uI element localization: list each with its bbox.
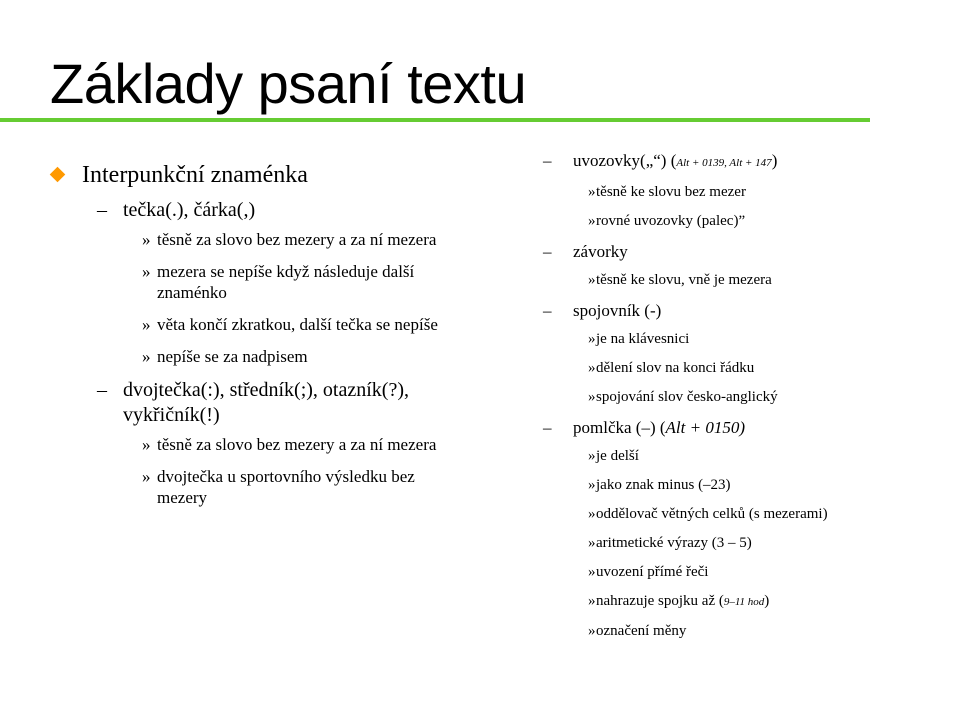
right-column	[538, 150, 948, 651]
chevron-marker: »	[588, 360, 596, 376]
subheading-label: pomlčka (–) (	[573, 418, 666, 437]
list-item-text: oddělovač větných celků (s mezerami)	[596, 506, 828, 522]
chevron-marker: »	[588, 213, 596, 229]
chevron-marker: »	[142, 435, 151, 454]
list-item-text: těsně ke slovu, vně je mezera	[596, 272, 772, 288]
chevron-marker: »	[142, 230, 151, 249]
bullet-interpunkcni-znamenka	[50, 160, 460, 190]
orange-diamond-icon	[50, 167, 66, 183]
chevron-marker: »	[588, 331, 596, 347]
list-item	[50, 434, 460, 455]
chevron-marker: »	[588, 564, 596, 580]
list-item	[50, 466, 460, 508]
list-item	[538, 622, 948, 640]
subheading-pomlcka	[538, 417, 948, 438]
subheading-spojovnik	[538, 300, 948, 321]
title-underline	[0, 118, 870, 122]
chevron-marker: »	[142, 262, 151, 281]
list-item-text: dělení slov na konci řádku	[596, 360, 755, 376]
subheading-label: tečka(.), čárka(,)	[123, 199, 256, 221]
list-item	[538, 534, 948, 552]
dash-marker: –	[97, 199, 107, 221]
subheading-label: spojovník (-)	[573, 301, 662, 320]
list-item-text: jako znak minus (–23)	[596, 477, 731, 493]
list-item-text: označení měny	[596, 623, 687, 639]
subheading-tecka-carka	[50, 198, 460, 223]
list-item-text: je delší	[596, 448, 639, 464]
subheading-label: závorky	[573, 242, 628, 261]
chevron-marker: »	[588, 272, 596, 288]
list-item	[538, 505, 948, 523]
list-item	[538, 271, 948, 289]
list-item-text: spojování slov česko-anglický	[596, 389, 778, 405]
list-item-text: těsně za slovo bez mezery a za ní mezera	[157, 230, 437, 249]
list-item	[538, 563, 948, 581]
chevron-marker: »	[588, 389, 596, 405]
list-item	[538, 592, 948, 611]
dash-marker: –	[97, 379, 107, 401]
list-item	[538, 447, 948, 465]
list-item	[538, 476, 948, 494]
subheading-uvozovky	[538, 150, 948, 174]
chevron-marker: »	[588, 535, 596, 551]
list-item	[538, 330, 948, 348]
subheading-label-end: )	[739, 418, 746, 437]
list-item	[50, 346, 460, 367]
list-item-text: rovné uvozovky (palec)”	[596, 213, 746, 229]
dash-marker: –	[543, 301, 552, 320]
subheading-dvojtecka	[50, 378, 460, 428]
subheading-label-end: )	[771, 151, 778, 170]
list-item-text: nahrazuje spojku až (	[596, 593, 724, 609]
chevron-marker: »	[588, 623, 596, 639]
chevron-marker: »	[142, 347, 151, 366]
list-item-text: dvojtečka u sportovního výsledku bez mezery	[157, 467, 415, 507]
shortcut-hint: Alt + 0139, Alt + 147	[676, 157, 772, 169]
dash-marker: –	[543, 151, 552, 170]
chevron-marker: »	[588, 593, 596, 609]
shortcut-hint: Alt + 0150	[665, 418, 740, 437]
dash-marker: –	[543, 418, 552, 437]
dash-marker: –	[543, 242, 552, 261]
chevron-marker: »	[142, 467, 151, 486]
chevron-marker: »	[588, 448, 596, 464]
list-item	[50, 314, 460, 335]
list-item	[538, 183, 948, 201]
list-item-text: mezera se nepíše když následuje další znaménko	[157, 262, 415, 302]
chevron-marker: »	[142, 315, 151, 334]
list-item-text: věta končí zkratkou, další tečka se nepíše	[157, 315, 438, 334]
subheading-label: uvozovky(„“) (	[573, 151, 677, 170]
list-item	[538, 212, 948, 230]
list-item	[538, 359, 948, 377]
list-item-text: těsně ke slovu bez mezer	[596, 184, 746, 200]
list-item	[50, 229, 460, 250]
left-column	[50, 150, 460, 519]
subheading-zavorky	[538, 241, 948, 262]
chevron-marker: »	[588, 477, 596, 493]
bullet-label: Interpunkční znaménka	[82, 162, 308, 188]
slide-title: Základy psaní textu	[50, 52, 527, 115]
list-item	[50, 261, 460, 303]
list-item-text: uvození přímé řeči	[596, 564, 709, 580]
chevron-marker: »	[588, 184, 596, 200]
list-item-text: je na klávesnici	[596, 331, 690, 347]
list-item-text-end: )	[764, 593, 770, 609]
time-range-hint: 9–11 hod	[723, 596, 765, 608]
chevron-marker: »	[588, 506, 596, 522]
list-item	[538, 388, 948, 406]
list-item-text: aritmetické výrazy (3 – 5)	[596, 535, 752, 551]
list-item-text: nepíše se za nadpisem	[157, 347, 308, 366]
list-item-text: těsně za slovo bez mezery a za ní mezera	[157, 435, 437, 454]
subheading-label: dvojtečka(:), středník(;), otazník(?), vykřičník(!)	[123, 379, 409, 426]
